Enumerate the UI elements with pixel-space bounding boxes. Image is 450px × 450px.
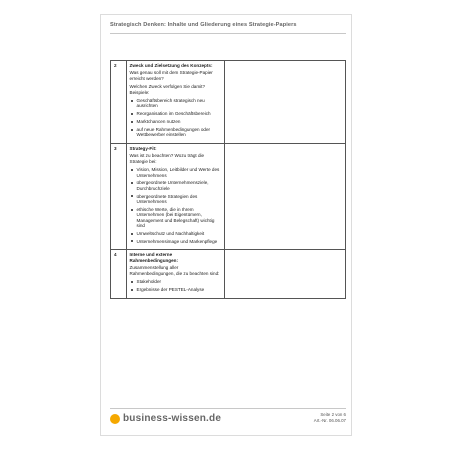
- bullet-item: Vision, Mission, Leitbilder und Werte des Unternehmens: [130, 167, 221, 178]
- section-content-cell: [126, 144, 224, 250]
- bullet-item: übergeordnete Unternehmensziele, Durchbruchziele: [130, 180, 221, 191]
- footer-divider: [110, 408, 346, 409]
- bullet-item: Unternehmensimage und Markenpflege: [130, 239, 221, 244]
- section-content-cell: [126, 61, 224, 144]
- bullet-item: auf neue Rahmenbedingungen oder Wettbewerber einstellen: [130, 127, 221, 138]
- section-title: Interne und externe Rahmenbedingungen:: [129, 252, 179, 263]
- section-number: 2: [111, 61, 127, 144]
- header-divider: [110, 33, 346, 34]
- logo-dot-icon: [110, 414, 120, 424]
- table-row: [111, 144, 346, 250]
- table-row: [111, 250, 346, 298]
- bullet-item: Stakeholder: [130, 279, 221, 284]
- document-header-title: Strategisch Denken: Inhalte und Gliederung eines Strategie-Papiers: [110, 22, 297, 28]
- section-paragraph: Was genau soll mit dem Strategie-Papier erreicht werden?: [129, 70, 213, 81]
- bullet-item: Ergebnisse der PESTEL-Analyse: [130, 287, 221, 292]
- bullet-item: Umweltschutz und Nachhaltigkeit: [130, 231, 221, 236]
- section-number: 3: [111, 144, 127, 250]
- bullet-item: ethische Werte, die in Ihrem Unternehmen (bei Eigentümern, Management und Belegschaft) wichtig sind: [130, 207, 221, 229]
- section-paragraph: Was ist zu beachten? Wozu trägt die Strategie bei:: [129, 153, 205, 164]
- bullet-item: Reorganisation im Geschäftsbereich: [130, 111, 221, 116]
- notes-cell[interactable]: [224, 250, 345, 298]
- notes-cell[interactable]: [224, 61, 345, 144]
- logo-text: business-wissen.de: [123, 413, 222, 424]
- bullet-list: [130, 279, 221, 292]
- article-number: Art.-Nr. 06.06.07: [313, 418, 346, 423]
- section-paragraph: Zusammenstellung aller Rahmenbedingungen, die zu beachten sind:: [129, 265, 220, 276]
- bullet-list: [130, 98, 221, 138]
- content-table: [110, 60, 346, 299]
- section-content-cell: [126, 250, 224, 298]
- section-paragraph: Welchen Zweck verfolgen Sie damit? Beispiele:: [129, 84, 206, 95]
- section-title: Strategy-Fit:: [129, 146, 157, 152]
- section-number: 4: [111, 250, 127, 298]
- bullet-item: übergeordnete Strategien des Unternehmens: [130, 194, 221, 205]
- business-wissen-logo: [110, 413, 221, 424]
- notes-cell[interactable]: [224, 144, 345, 250]
- section-title: Zweck und Zielsetzung des Konzepts:: [129, 63, 213, 68]
- bullet-item: Geschäftsbereich strategisch neu ausrichten: [130, 98, 221, 109]
- bullet-list: [130, 167, 221, 244]
- page-number: Seite 2 von 6: [320, 412, 346, 417]
- footer-meta: [314, 412, 346, 424]
- bullet-item: Marktchancen nutzen: [130, 119, 221, 124]
- table-row: [111, 61, 346, 144]
